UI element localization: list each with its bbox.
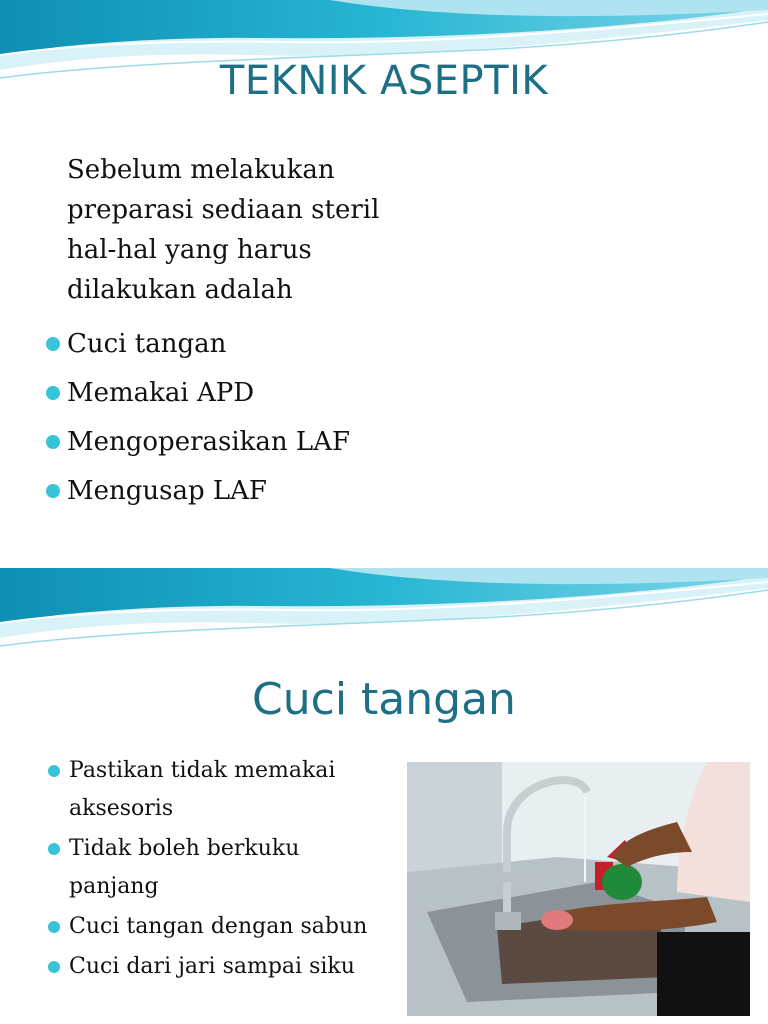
- list-item: [44, 418, 350, 467]
- list-item-line: Cuci dari jari sampai siku: [69, 954, 355, 979]
- intro-line: hal-hal yang harus: [67, 235, 312, 265]
- list-item-label: Mengoperasikan LAF: [67, 427, 351, 457]
- list-item: [44, 320, 350, 369]
- bullet-dot-icon: [46, 435, 60, 449]
- intro-paragraph: [67, 150, 427, 310]
- list-item: [44, 369, 350, 418]
- bullet-dot-icon: [48, 961, 60, 973]
- list-item-line: Tidak boleh berkuku: [69, 836, 300, 861]
- wave-header-graphic: [0, 568, 768, 668]
- slide-title: TEKNIK ASEPTIK: [219, 58, 549, 104]
- bullet-dot-icon: [46, 386, 60, 400]
- bullet-dot-icon: [48, 765, 60, 777]
- bullet-dot-icon: [46, 337, 60, 351]
- list-item: [46, 948, 416, 986]
- list-item-label: Memakai APD: [67, 378, 255, 408]
- list-item-label: Cuci tangan: [67, 329, 227, 359]
- list-item-line: Pastikan tidak memakai: [69, 758, 336, 783]
- list-item: [46, 752, 416, 828]
- list-item: [44, 467, 350, 512]
- bullet-dot-icon: [48, 921, 60, 933]
- intro-line: Sebelum melakukan: [67, 155, 335, 185]
- list-item-line: Cuci tangan dengan sabun: [69, 914, 368, 939]
- list-item: [46, 908, 416, 946]
- list-item: [46, 830, 416, 906]
- list-item-label: Mengusap LAF: [67, 476, 267, 506]
- intro-line: preparasi sediaan steril: [67, 195, 380, 225]
- list-item-line: aksesoris: [69, 796, 174, 821]
- handwashing-photo: [407, 762, 750, 1016]
- handwashing-list: [46, 752, 416, 988]
- bullet-dot-icon: [46, 484, 60, 498]
- slide-title: Cuci tangan: [252, 674, 516, 725]
- intro-line: dilakukan adalah: [67, 275, 293, 305]
- slide-cuci-tangan: [0, 512, 768, 1024]
- list-item-line: panjang: [69, 874, 159, 899]
- steps-list: [44, 320, 350, 512]
- bullet-dot-icon: [48, 843, 60, 855]
